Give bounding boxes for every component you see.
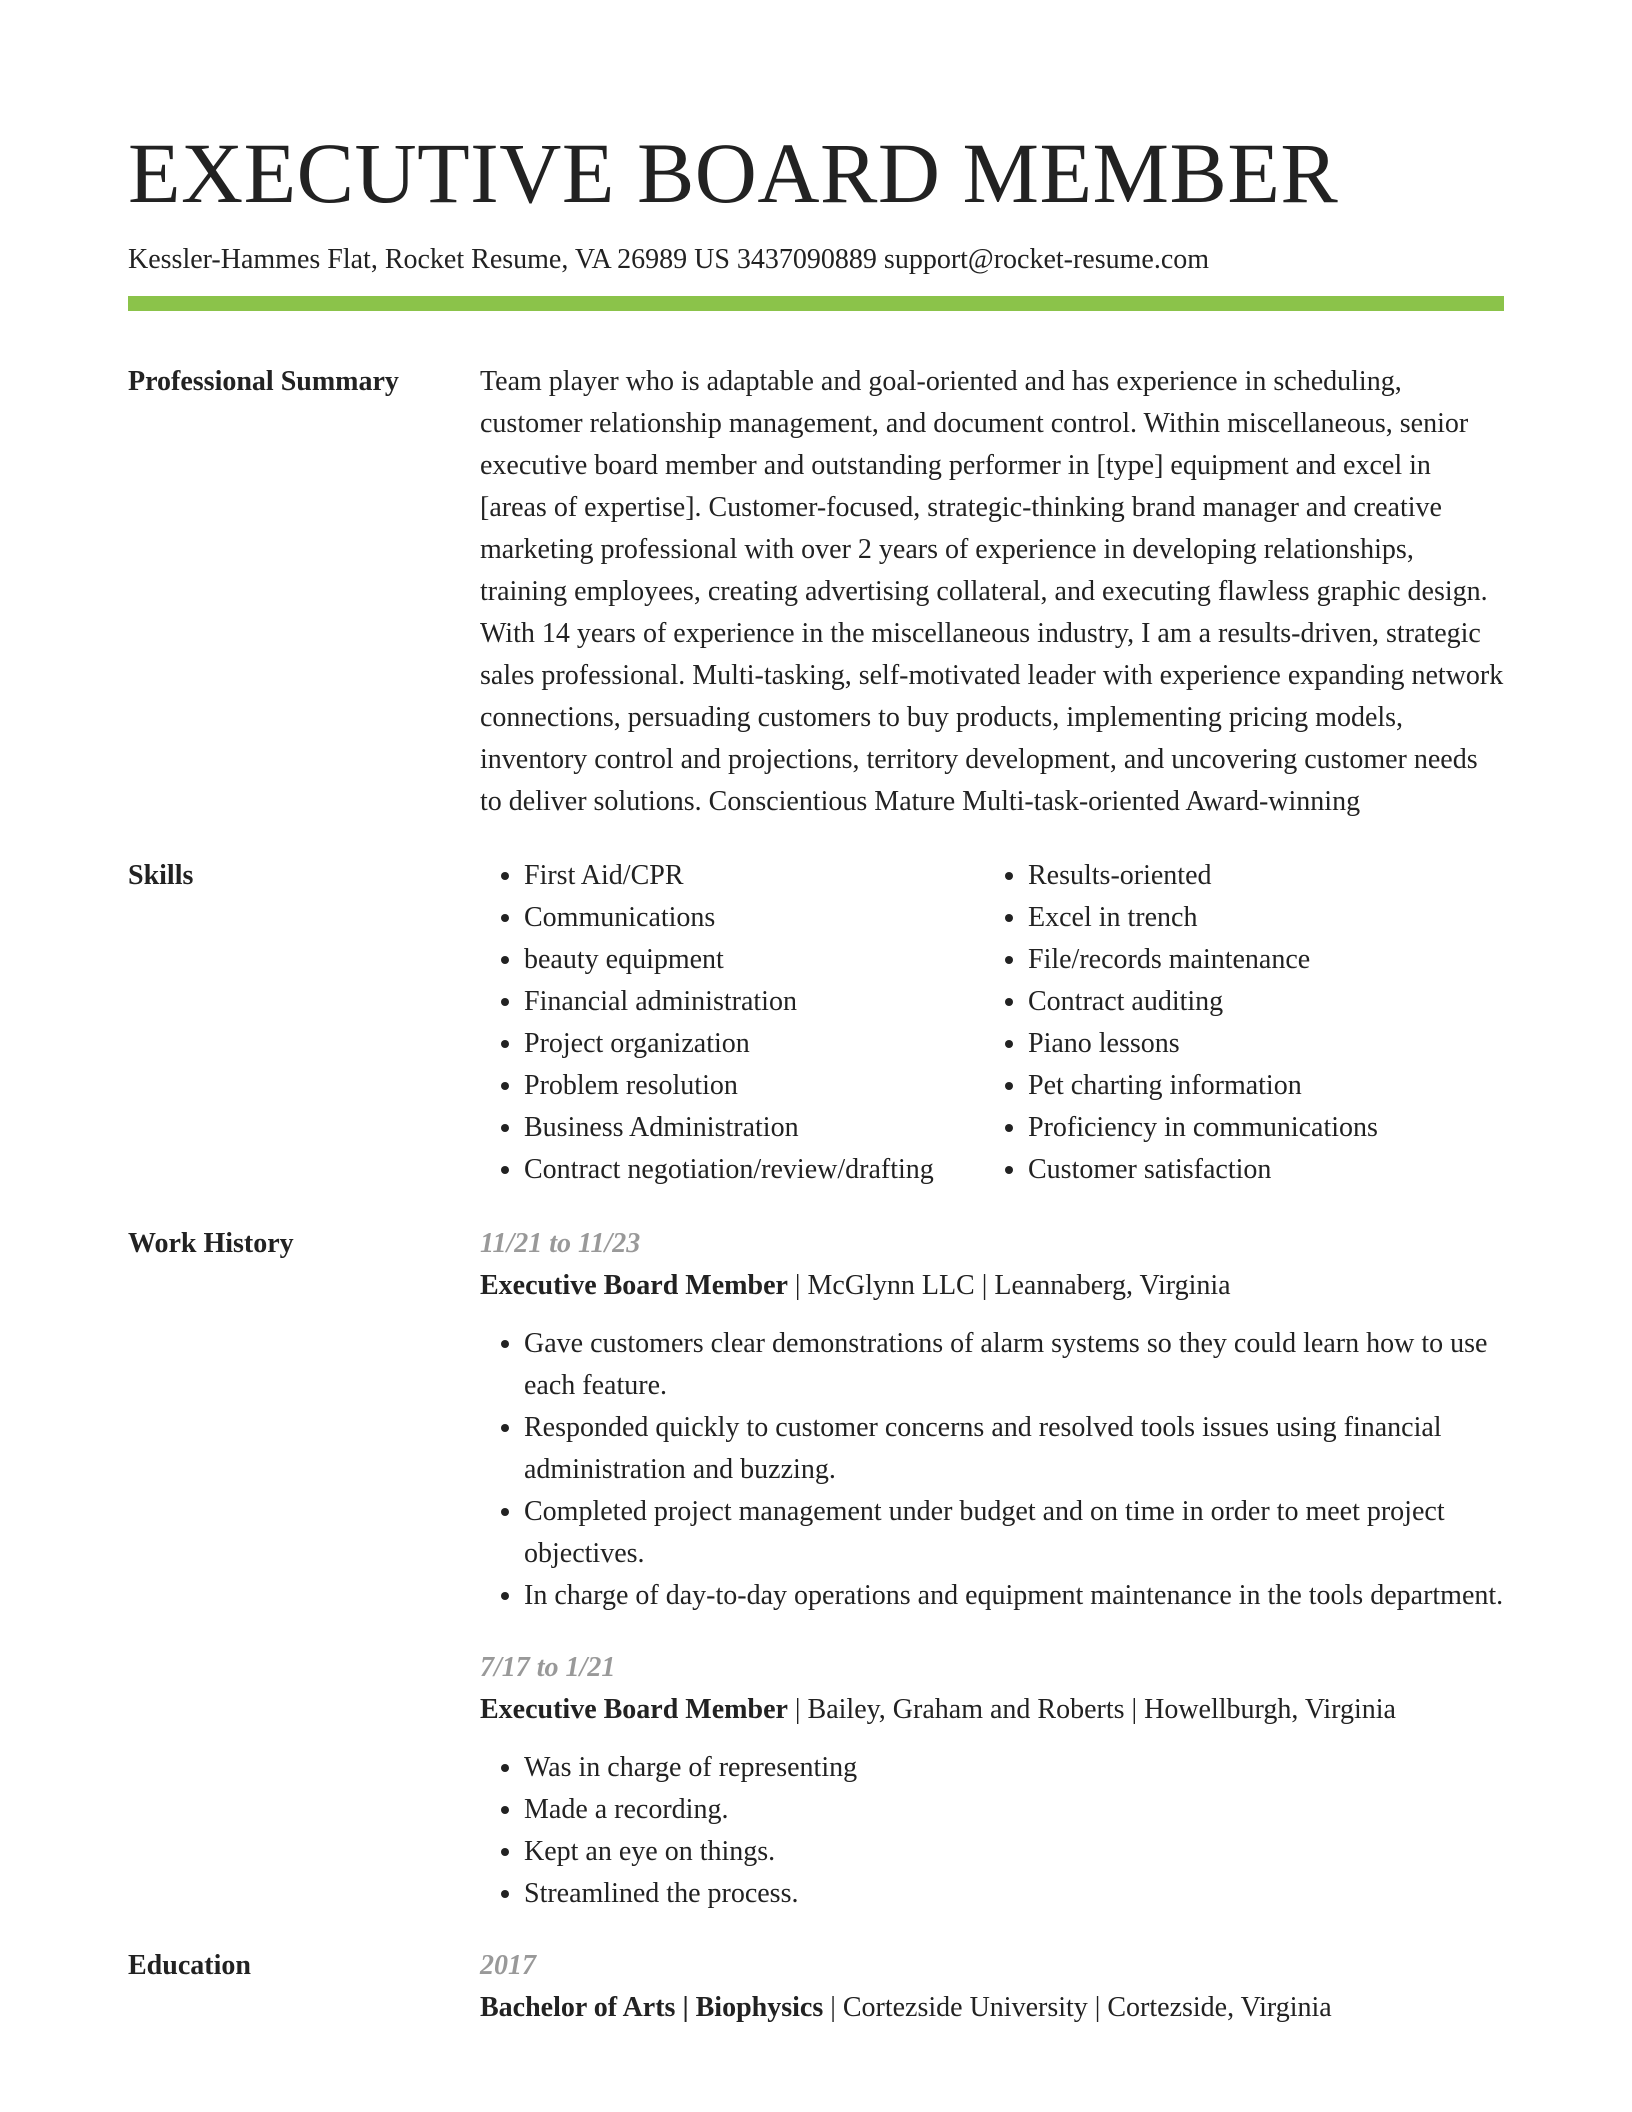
education-heading xyxy=(480,1987,1504,2029)
skill-item: • Excel in trench xyxy=(1028,897,1448,939)
skills-section xyxy=(128,855,1504,1191)
education-details: | Cortezside University | Cortezside, Virginia xyxy=(823,1992,1332,2023)
education-degree: Bachelor of Arts | Biophysics xyxy=(480,1992,824,2023)
job-bullet: • Streamlined the process. xyxy=(524,1873,1504,1915)
skill-item: • Project organization xyxy=(524,1023,984,1065)
job-entry xyxy=(480,1647,1504,1915)
education-date: 2017 xyxy=(480,1950,536,1981)
job-details: | McGlynn LLC | Leannaberg, Virginia xyxy=(787,1270,1231,1301)
job-bullet: • Made a recording. xyxy=(524,1789,1504,1831)
job-bullets xyxy=(480,1747,1504,1915)
job-details: | Bailey, Graham and Roberts | Howellburgh, Virginia xyxy=(787,1694,1396,1725)
skill-item: • beauty equipment xyxy=(524,939,984,981)
resume-name: EXECUTIVE BOARD MEMBER xyxy=(128,125,1339,221)
skill-item: • Results-oriented xyxy=(1028,855,1448,897)
skills-list-left xyxy=(480,855,984,1191)
section-label: Education xyxy=(128,1950,251,1981)
skill-item: • File/records maintenance xyxy=(1028,939,1448,981)
skills-list-right xyxy=(984,855,1448,1191)
skill-item: • Customer satisfaction xyxy=(1028,1149,1448,1191)
skill-item: • Proficiency in communications xyxy=(1028,1107,1448,1149)
job-bullet: • Was in charge of representing xyxy=(524,1747,1504,1789)
resume-page xyxy=(128,118,1504,2029)
job-heading xyxy=(480,1265,1504,1307)
skill-item: • Contract auditing xyxy=(1028,981,1448,1023)
job-date: 7/17 to 1/21 xyxy=(480,1652,616,1683)
job-title: Executive Board Member xyxy=(480,1270,788,1301)
skill-item: • Communications xyxy=(524,897,984,939)
job-bullet: • Responded quickly to customer concerns and resolved tools issues using financial administration and buzzing. xyxy=(524,1407,1504,1491)
summary-section xyxy=(128,361,1504,823)
skill-item: • Business Administration xyxy=(524,1107,984,1149)
work-history-section xyxy=(128,1223,1504,1915)
skill-item: • Financial administration xyxy=(524,981,984,1023)
skill-item: • Contract negotiation/review/drafting xyxy=(524,1149,984,1191)
header-divider xyxy=(128,296,1504,311)
job-entry xyxy=(480,1223,1504,1617)
section-label: Skills xyxy=(128,860,194,891)
skills-content xyxy=(480,855,1504,1191)
section-label: Professional Summary xyxy=(128,366,399,397)
job-bullet: • Completed project management under budget and on time in order to meet project objectives. xyxy=(524,1491,1504,1575)
summary-text: Team player who is adaptable and goal-oriented and has experience in scheduling, customer relationship management, and document control. Within miscellaneous, senior executive board member and outstanding performer in [type] equipment and excel in [areas of expertise]. Customer-focused, strategic-thinking brand manager and creative marketing professional with over 2 years of experience in developing relationships, training employees, creating advertising collateral, and executing flawless graphic design. With 14 years of experience in the miscellaneous industry, I am a results-driven, strategic sales professional. Multi-tasking, self-motivated leader with experience expanding network connections, persuading customers to buy products, implementing pricing models, inventory control and projections, territory development, and uncovering customer needs to deliver solutions. Conscientious Mature Multi-task-oriented Award-winning xyxy=(480,366,1504,817)
section-label: Work History xyxy=(128,1228,294,1259)
skill-item: • First Aid/CPR xyxy=(524,855,984,897)
skill-item: • Piano lessons xyxy=(1028,1023,1448,1065)
job-title: Executive Board Member xyxy=(480,1694,788,1725)
job-bullet: • Kept an eye on things. xyxy=(524,1831,1504,1873)
job-bullet: • In charge of day-to-day operations and equipment maintenance in the tools department. xyxy=(524,1575,1504,1617)
education-content xyxy=(480,1945,1504,2029)
contact-info: Kessler-Hammes Flat, Rocket Resume, VA 26989 US 3437090889 support@rocket-resume.com xyxy=(128,244,1210,275)
job-heading xyxy=(480,1689,1504,1731)
skill-item: • Pet charting information xyxy=(1028,1065,1448,1107)
job-bullets xyxy=(480,1323,1504,1617)
skill-item: • Problem resolution xyxy=(524,1065,984,1107)
job-date: 11/21 to 11/23 xyxy=(480,1228,641,1259)
education-section xyxy=(128,1945,1504,2029)
work-history-content xyxy=(480,1223,1504,1915)
summary-content xyxy=(480,361,1504,823)
job-bullet: • Gave customers clear demonstrations of alarm systems so they could learn how to use each feature. xyxy=(524,1323,1504,1407)
